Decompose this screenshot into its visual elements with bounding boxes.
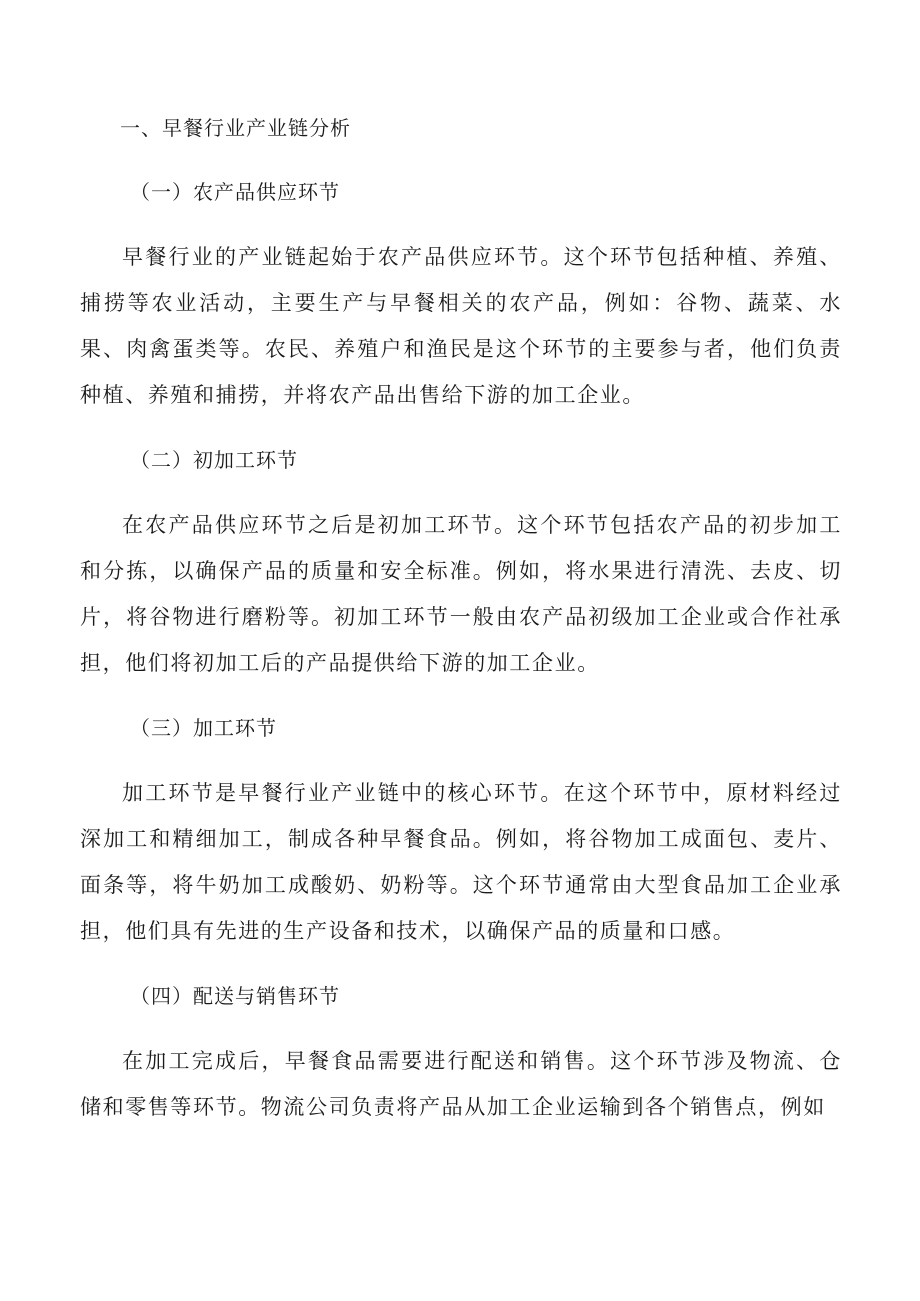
section-paragraph-4: 在加工完成后，早餐食品需要进行配送和销售。这个环节涉及物流、仓储和零售等环节。物流公司负责将产品从加工企业运输到各个销售点，例如 bbox=[80, 1049, 842, 1119]
section-paragraph-1: 早餐行业的产业链起始于农产品供应环节。这个环节包括种植、养殖、捕捞等农业活动，主要生产与早餐相关的农产品，例如：谷物、蔬菜、水果、肉禽蛋类等。农民、养殖户和渔民是这个环节的主要参与者，他们负责种植、养殖和捕捞，并将农产品出售给下游的加工企业。 bbox=[80, 245, 842, 407]
section-heading-3: （三）加工环节 bbox=[130, 716, 277, 740]
section-heading-2: （二）初加工环节 bbox=[130, 448, 298, 472]
section-paragraph-3: 加工环节是早餐行业产业链中的核心环节。在这个环节中，原材料经过深加工和精细加工，制成各种早餐食品。例如，将谷物加工成面包、麦片、面条等，将牛奶加工成酸奶、奶粉等。这个环节通常由大型食品加工企业承担，他们具有先进的生产设备和技术，以确保产品的质量和口感。 bbox=[80, 781, 842, 943]
section-heading-4: （四）配送与销售环节 bbox=[130, 984, 340, 1008]
section-heading-1: （一）农产品供应环节 bbox=[130, 180, 340, 204]
section-paragraph-2: 在农产品供应环节之后是初加工环节。这个环节包括农产品的初步加工和分拣，以确保产品的质量和安全标准。例如，将水果进行清洗、去皮、切片，将谷物进行磨粉等。初加工环节一般由农产品初级加工企业或合作社承担，他们将初加工后的产品提供给下游的加工企业。 bbox=[80, 513, 842, 675]
document-title: 一、早餐行业产业链分析 bbox=[120, 116, 351, 140]
